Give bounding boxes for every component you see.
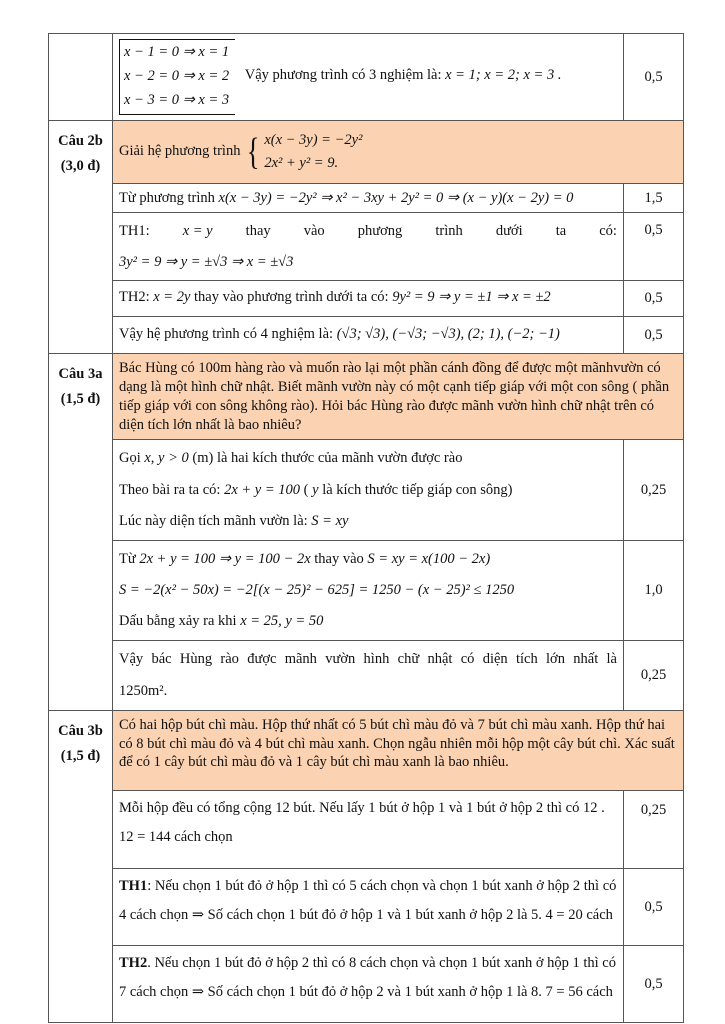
- solution-line: [119, 443, 617, 474]
- system-eq-1: x(x − 3y) = −2y²: [264, 132, 363, 149]
- solution-cell: [113, 869, 624, 946]
- step-text: Từ phương trình: [119, 189, 215, 206]
- text: Dấu bằng xảy ra khi: [119, 613, 237, 630]
- conclusion-text: Vậy bác Hùng rào được mãnh vườn hình chữ nhật có diện tích lớn nhất là: [119, 651, 617, 668]
- conclusion-math: (√3; √3), (−√3; −√3), (2; 1), (−2; −1): [336, 325, 560, 342]
- case-text: : Nếu chọn 1 bút đỏ ở hộp 1 thì có 5 cách chọn và chọn 1 bút xanh ở hộp 2 thì có 4 cách chọn ⇒ Số cách chọn 1 bút đỏ ở hộp 1 và 1 bút xanh ở hộp 2 là 5. 4 = 20 cách: [119, 878, 617, 924]
- score-cell: 0,5: [624, 213, 684, 281]
- table-row: [49, 945, 684, 1022]
- question-prompt-cell: [113, 354, 684, 440]
- text: là kích thước tiếp giáp con sông): [322, 481, 513, 498]
- math: x = 25, y = 50: [240, 613, 324, 630]
- question-prompt: Bác Hùng có 100m hàng rào và muốn rào lại một phần cánh đồng để được một mãnhvườn có dạng là một hình chữ nhật. Biết mãnh vườn này có một cạnh tiếp giáp với một con sông ( phần tiếp giáp với con sông không rào). Hỏi bác Hùng rào được mãnh vườn hình chữ nhật trên có diện tích lớn nhất là bao nhiêu?: [119, 360, 670, 433]
- conclusion-text: Vậy hệ phương trình có 4 nghiệm là:: [119, 325, 334, 342]
- question-prompt: Có hai hộp bút chì màu. Hộp thứ nhất có 5 bút chì màu đỏ và 7 bút chì màu xanh. Hộp thứ hai có 8 bút chì màu đỏ và 4 bút chì màu xanh. Chọn ngẫu nhiên mỗi hộp một cây bút chì. Xác suất để có 1 cây bút chì màu đỏ và 1 cây bút chì màu xanh là bao nhiêu.: [119, 716, 675, 771]
- question-points: (1,5 đ): [60, 748, 101, 765]
- text: Theo bài ra ta có:: [119, 481, 221, 498]
- solution-cell: [113, 213, 624, 281]
- solution-cell: [113, 440, 624, 541]
- math: x, y > 0: [144, 450, 189, 467]
- question-label-cell: [49, 120, 113, 353]
- step-math: x(x − 3y) = −2y² ⇒ x² − 3xy + 2y² = 0 ⇒ (x − y)(x − 2y) = 0: [218, 189, 574, 206]
- equation-2: x − 2 = 0 ⇒ x = 2: [124, 67, 230, 84]
- math: 2x + y = 100 ⇒ y = 100 − 2x: [139, 550, 311, 567]
- table-row: [49, 281, 684, 316]
- solution-line: [119, 475, 617, 506]
- table-row: [49, 316, 684, 353]
- roots: x = 1; x = 2; x = 3 .: [445, 67, 562, 84]
- empty-label-cell: [49, 34, 113, 121]
- case-text: . Nếu chọn 1 bút đỏ ở hộp 2 thì có 8 cách chọn và chọn 1 bút xanh ở hộp 1 thì có 7 cách chọn ⇒ Số cách chọn 1 bút đỏ ở hộp 2 và 1 bút xanh ở hộp 1 là 8. 7 = 56 cách: [119, 954, 616, 1000]
- case2-label: TH2:: [119, 289, 150, 306]
- question-row: [49, 710, 684, 790]
- text: Từ: [119, 550, 136, 567]
- question-label: Câu 3a: [58, 366, 103, 383]
- equation-system: { x(x − 3y) = −2y² 2x² + y² = 9.: [246, 130, 363, 173]
- question-row: [49, 354, 684, 440]
- word: phương: [357, 223, 403, 240]
- word: dưới: [495, 223, 523, 240]
- case2-text: thay vào phương trình dưới ta có:: [194, 289, 389, 306]
- question-row: [49, 120, 684, 183]
- score-cell: 0,5: [624, 316, 684, 353]
- case1-line: [119, 216, 617, 246]
- question-prompt-cell: [113, 120, 684, 183]
- score-cell: 0,5: [624, 34, 684, 121]
- case-label: TH2: [119, 954, 148, 971]
- word: TH1:: [119, 223, 150, 240]
- question-points: (3,0 đ): [60, 158, 101, 175]
- score-cell: 1,5: [624, 183, 684, 212]
- case-label: TH1: [119, 878, 148, 895]
- solution-line: [119, 606, 617, 637]
- conclusion-value: 1250m².: [119, 682, 168, 699]
- solution-cell: [113, 790, 624, 869]
- table-row: [49, 540, 684, 641]
- question-prompt: Giải hệ phương trình: [119, 143, 241, 160]
- solution-cell: [113, 316, 624, 353]
- question-label: Câu 3b: [58, 722, 103, 739]
- case2-math: 9y² = 9 ⇒ y = ±1 ⇒ x = ±2: [392, 289, 551, 306]
- question-prompt-cell: [113, 710, 684, 790]
- solution-line: [119, 544, 617, 575]
- table-row: [49, 641, 684, 710]
- table-row: [49, 183, 684, 212]
- solution-text: Mỗi hộp đều có tổng cộng 12 bút. Nếu lấy 1 bút ở hộp 1 và 1 bút ở hộp 2 thì có 12 . 12 = 144 cách chọn: [119, 799, 605, 846]
- solution-cell: [113, 34, 624, 121]
- question-label-cell: [49, 710, 113, 1022]
- table-row: [49, 790, 684, 869]
- table-row: [49, 213, 684, 281]
- equation-3: x − 3 = 0 ⇒ x = 3: [124, 91, 230, 108]
- word: trình: [435, 223, 463, 240]
- text: Lúc này diện tích mãnh vườn là:: [119, 512, 308, 529]
- solution-cell: [113, 281, 624, 316]
- score-cell: 0,5: [624, 869, 684, 946]
- score-cell: 0,25: [624, 790, 684, 869]
- table-row: [49, 34, 684, 121]
- case2-condition: x = 2y: [153, 289, 191, 306]
- word: thay: [245, 223, 271, 240]
- conclusion-text: Vậy phương trình có 3 nghiệm là:: [244, 67, 442, 84]
- solution-line: [119, 506, 617, 537]
- solution-cell: [113, 540, 624, 641]
- word: vào: [303, 223, 325, 240]
- math: 2x + y = 100: [224, 481, 301, 498]
- answer-table: [48, 33, 684, 1023]
- math: y: [312, 481, 319, 498]
- score-cell: 0,25: [624, 641, 684, 710]
- solution-cell: [113, 945, 624, 1022]
- score-cell: 0,5: [624, 945, 684, 1022]
- question-points: (1,5 đ): [60, 391, 101, 408]
- table-row: [49, 440, 684, 541]
- math: S = xy = x(100 − 2x): [367, 550, 491, 567]
- word: có:: [599, 223, 617, 240]
- table-row: [49, 869, 684, 946]
- text: Gọi: [119, 450, 141, 467]
- question-label-cell: [49, 354, 113, 711]
- math: S = xy: [311, 512, 349, 529]
- word: ta: [555, 223, 567, 240]
- equation-1: x − 1 = 0 ⇒ x = 1: [124, 44, 230, 60]
- score-cell: 0,5: [624, 281, 684, 316]
- solution-cell: [113, 183, 624, 212]
- system-eq-2: 2x² + y² = 9.: [264, 154, 339, 171]
- score-cell: 0,25: [624, 440, 684, 541]
- text: (m) là hai kích thước của mãnh vườn được rào: [192, 450, 463, 467]
- text: thay vào: [314, 550, 364, 567]
- text: (: [303, 481, 309, 498]
- solution-math-line: S = −2(x² − 50x) = −2[(x − 25)² − 625] = 1250 − (x − 25)² ≤ 1250: [119, 582, 515, 599]
- score-cell: 1,0: [624, 540, 684, 641]
- question-label: Câu 2b: [58, 132, 103, 149]
- case1-math: 3y² = 9 ⇒ y = ±√3 ⇒ x = ±√3: [119, 253, 294, 270]
- solution-cell: [113, 641, 624, 710]
- word: x = y: [182, 223, 213, 240]
